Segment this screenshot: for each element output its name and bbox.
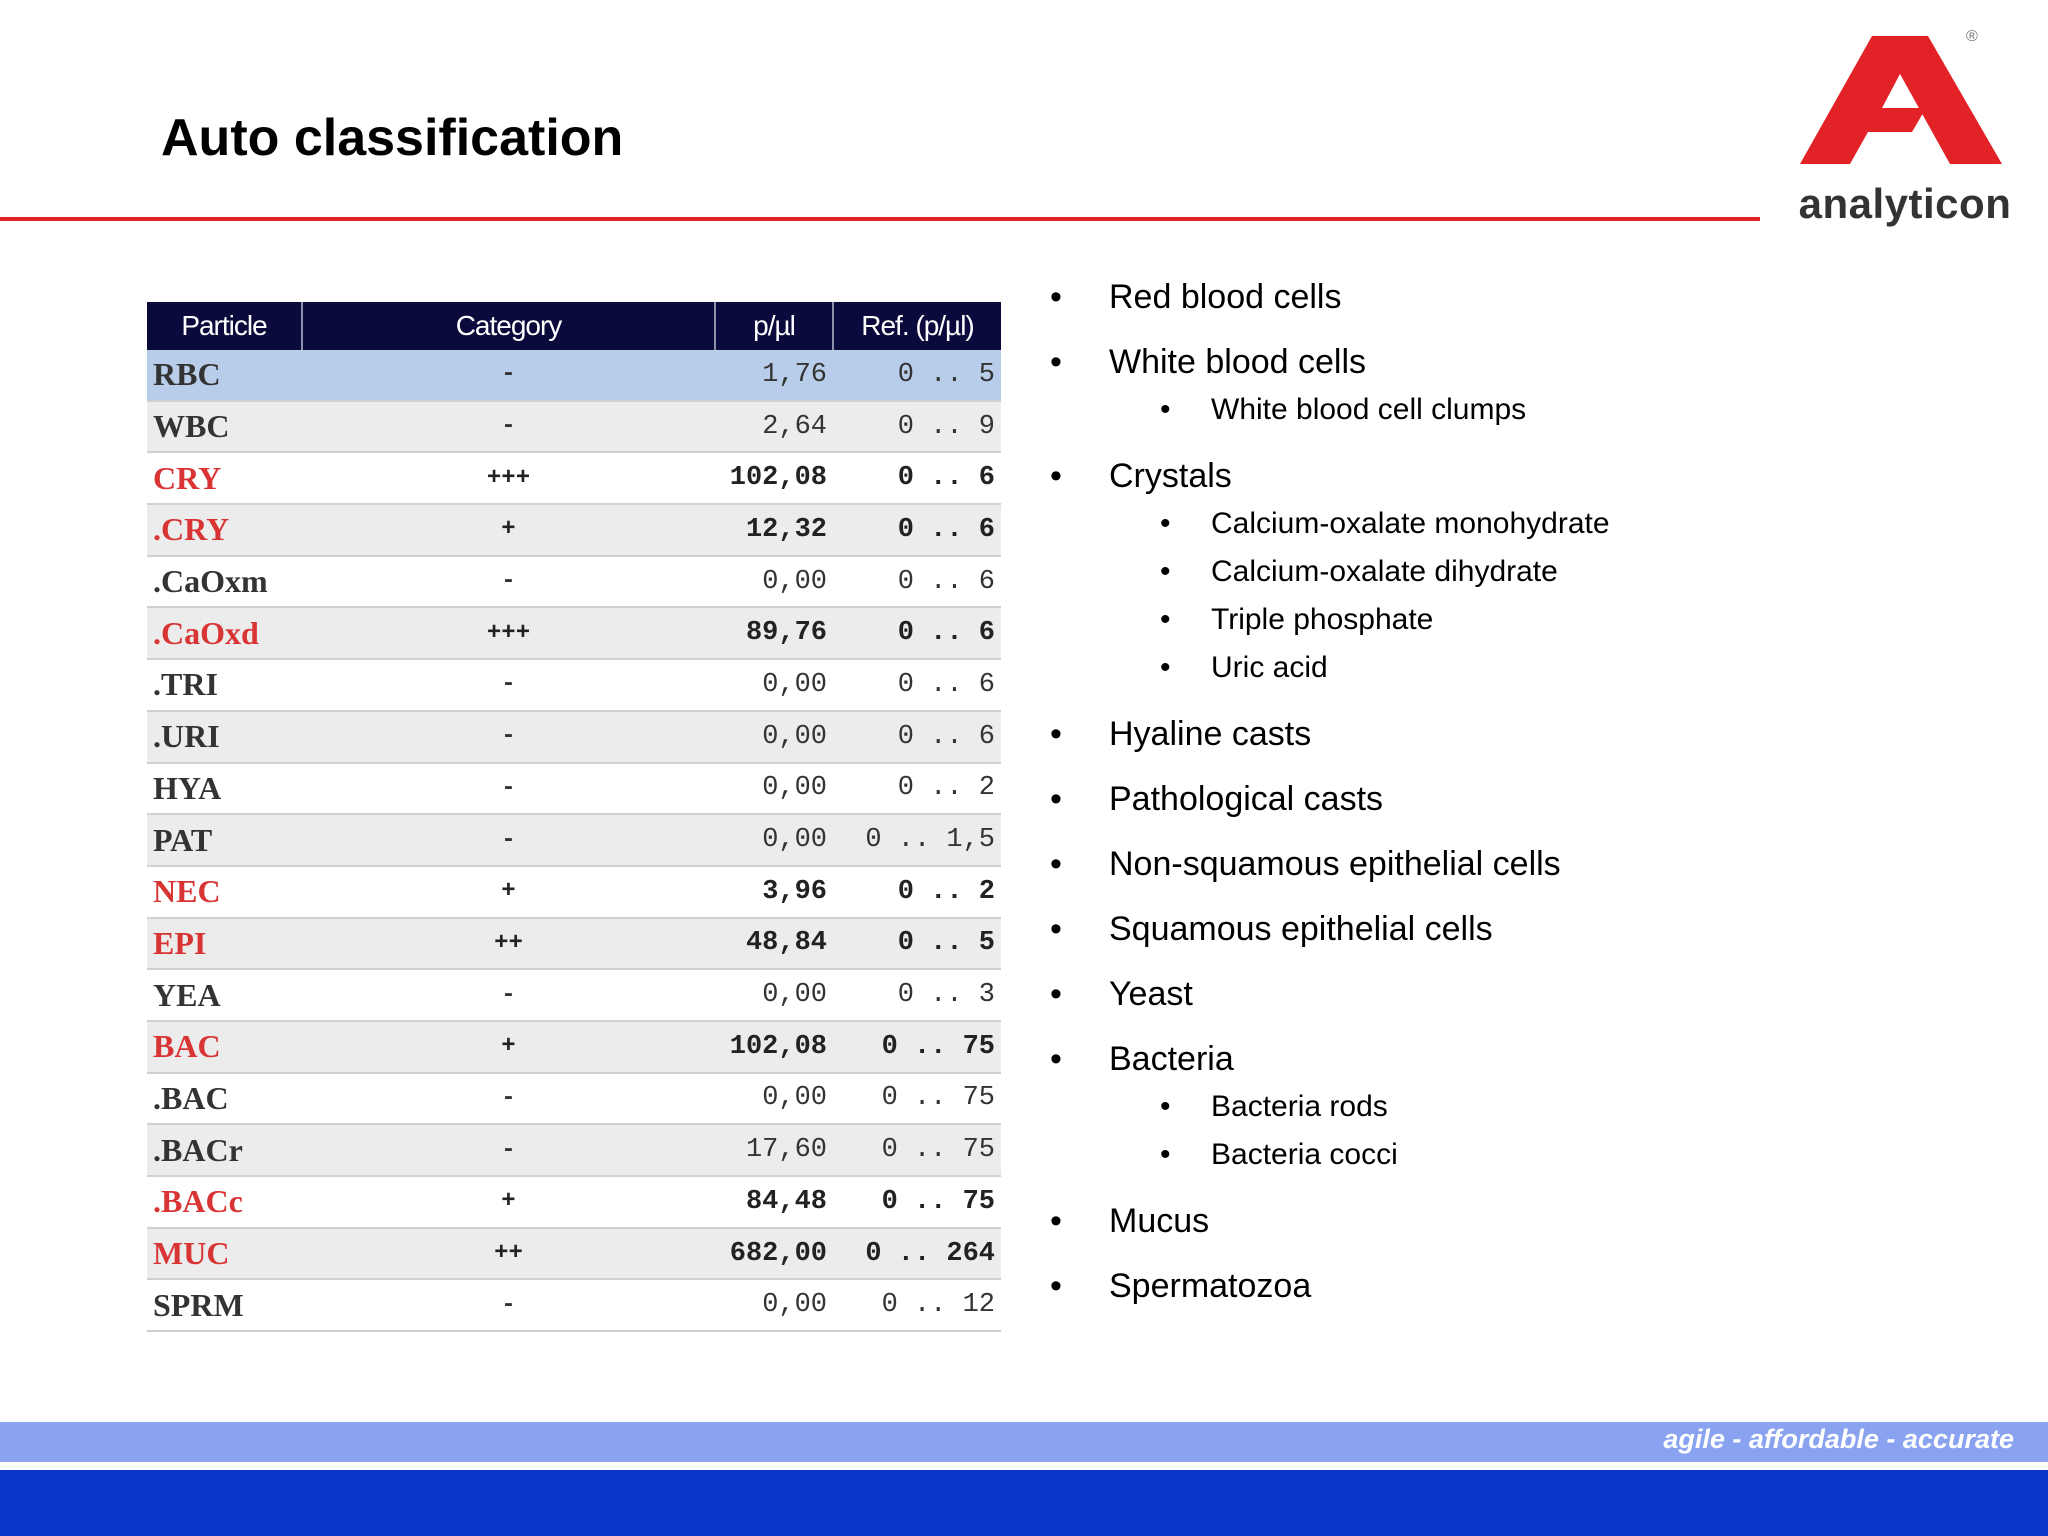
count-cell: 102,08 (715, 1021, 833, 1073)
list-item-label: Non-squamous epithelial cells (1109, 845, 1561, 883)
list-item-label: Calcium-oxalate monohydrate (1211, 507, 1610, 540)
list-item-label: Crystals (1109, 457, 1232, 495)
particle-cell: .URI (147, 711, 302, 763)
analyticon-logo (1790, 28, 2020, 238)
count-cell: 0,00 (715, 969, 833, 1021)
reference-cell: 0 .. 264 (833, 1228, 1001, 1280)
table-row[interactable] (147, 711, 1001, 763)
category-cell: - (302, 763, 715, 815)
logo-wordmark: analyticon (1798, 180, 2012, 227)
category-cell: - (302, 969, 715, 1021)
table-row[interactable] (147, 1176, 1001, 1228)
table-row[interactable] (147, 969, 1001, 1021)
slide-title: Auto classification (161, 109, 624, 167)
reference-cell: 0 .. 75 (833, 1176, 1001, 1228)
count-cell: 84,48 (715, 1176, 833, 1228)
reference-cell: 0 .. 6 (833, 556, 1001, 608)
bullet-icon: • (1050, 910, 1062, 948)
table-row[interactable] (147, 401, 1001, 453)
reference-cell: 0 .. 6 (833, 504, 1001, 556)
table-row[interactable] (147, 556, 1001, 608)
bullet-icon: • (1050, 1202, 1062, 1240)
reference-cell: 0 .. 9 (833, 401, 1001, 453)
particle-cell: HYA (147, 763, 302, 815)
category-cell: - (302, 350, 715, 401)
list-item-label: Hyaline casts (1109, 715, 1312, 753)
table-row[interactable] (147, 504, 1001, 556)
count-cell: 682,00 (715, 1228, 833, 1280)
category-cell: + (302, 1021, 715, 1073)
reference-cell: 0 .. 3 (833, 969, 1001, 1021)
reference-cell: 0 .. 2 (833, 866, 1001, 918)
table-row[interactable] (147, 918, 1001, 970)
particle-cell: SPRM (147, 1279, 302, 1331)
reference-cell: 0 .. 6 (833, 452, 1001, 504)
particle-cell: .CaOxd (147, 607, 302, 659)
category-cell: + (302, 1176, 715, 1228)
category-cell: - (302, 711, 715, 763)
reference-cell: 0 .. 6 (833, 711, 1001, 763)
logo-triangle-icon (1800, 28, 2006, 168)
reference-cell: 0 .. 75 (833, 1021, 1001, 1073)
bullet-icon: • (1050, 845, 1062, 883)
count-cell: 48,84 (715, 918, 833, 970)
particle-cell: .TRI (147, 659, 302, 711)
bullet-icon: • (1160, 1090, 1171, 1123)
footer-slogan: agile - affordable - accurate (1663, 1424, 2014, 1454)
count-cell: 1,76 (715, 350, 833, 401)
bullet-icon: • (1050, 457, 1062, 495)
count-cell: 89,76 (715, 607, 833, 659)
category-cell: - (302, 556, 715, 608)
reference-cell: 0 .. 12 (833, 1279, 1001, 1331)
category-cell: - (302, 1124, 715, 1176)
table-header-row (147, 302, 1001, 350)
reference-cell: 0 .. 5 (833, 350, 1001, 401)
column-header-reference[interactable]: Ref. (p/µl) (833, 302, 1001, 350)
table-row[interactable] (147, 1073, 1001, 1125)
bullet-icon: • (1050, 1267, 1062, 1305)
list-item-label: Uric acid (1211, 651, 1328, 684)
count-cell: 2,64 (715, 401, 833, 453)
table-row[interactable] (147, 1228, 1001, 1280)
reference-cell: 0 .. 1,5 (833, 814, 1001, 866)
bullet-icon: • (1160, 555, 1171, 588)
table-row[interactable] (147, 866, 1001, 918)
list-item-label: White blood cells (1109, 343, 1367, 381)
bullet-icon: • (1050, 975, 1062, 1013)
particle-cell: NEC (147, 866, 302, 918)
particle-cell: PAT (147, 814, 302, 866)
bullet-icon: • (1050, 1040, 1062, 1078)
count-cell: 102,08 (715, 452, 833, 504)
particle-cell: .CRY (147, 504, 302, 556)
category-cell: - (302, 1279, 715, 1331)
list-item-label: Bacteria (1109, 1040, 1234, 1078)
bullet-icon: • (1050, 278, 1062, 316)
particle-cell: WBC (147, 401, 302, 453)
table-row[interactable] (147, 452, 1001, 504)
bullet-icon: • (1160, 603, 1171, 636)
list-item-label: Spermatozoa (1109, 1267, 1312, 1305)
title-divider (0, 217, 1760, 221)
count-cell: 0,00 (715, 1279, 833, 1331)
category-cell: - (302, 1073, 715, 1125)
bullet-icon: • (1160, 1138, 1171, 1171)
list-item-label: Red blood cells (1109, 278, 1342, 316)
column-header-count[interactable]: p/µl (715, 302, 833, 350)
particle-cell: YEA (147, 969, 302, 1021)
count-cell: 0,00 (715, 814, 833, 866)
category-cell: + (302, 866, 715, 918)
list-item-label: Calcium-oxalate dihydrate (1211, 555, 1558, 588)
table-body (147, 350, 1001, 1331)
reference-cell: 0 .. 5 (833, 918, 1001, 970)
count-cell: 12,32 (715, 504, 833, 556)
category-cell: - (302, 401, 715, 453)
table-row[interactable] (147, 1279, 1001, 1331)
count-cell: 17,60 (715, 1124, 833, 1176)
reference-cell: 0 .. 2 (833, 763, 1001, 815)
column-header-category[interactable]: Category (302, 302, 715, 350)
reference-cell: 0 .. 6 (833, 607, 1001, 659)
particle-cell: .BACr (147, 1124, 302, 1176)
column-header-particle[interactable]: Particle (147, 302, 302, 350)
particle-cell: .BACc (147, 1176, 302, 1228)
reference-cell: 0 .. 6 (833, 659, 1001, 711)
particle-cell: .CaOxm (147, 556, 302, 608)
table-row[interactable] (147, 1124, 1001, 1176)
list-item-label: Mucus (1109, 1202, 1210, 1240)
bullet-icon: • (1050, 780, 1062, 818)
list-item-label: Triple phosphate (1211, 603, 1434, 636)
reference-cell: 0 .. 75 (833, 1124, 1001, 1176)
particle-cell: MUC (147, 1228, 302, 1280)
list-item-label: Bacteria rods (1211, 1090, 1388, 1123)
list-item-label: Pathological casts (1109, 780, 1384, 818)
list-item-label: Bacteria cocci (1211, 1138, 1398, 1171)
category-cell: ++ (302, 918, 715, 970)
category-cell: +++ (302, 452, 715, 504)
count-cell: 0,00 (715, 659, 833, 711)
count-cell: 0,00 (715, 1073, 833, 1125)
table-row[interactable] (147, 659, 1001, 711)
table-row[interactable] (147, 350, 1001, 401)
bullet-icon: • (1160, 651, 1171, 684)
reference-cell: 0 .. 75 (833, 1073, 1001, 1125)
particle-cell: BAC (147, 1021, 302, 1073)
particle-cell: EPI (147, 918, 302, 970)
count-cell: 0,00 (715, 763, 833, 815)
particle-cell: .BAC (147, 1073, 302, 1125)
registered-mark: ® (1966, 28, 1978, 45)
table-row[interactable] (147, 814, 1001, 866)
list-item-label: Squamous epithelial cells (1109, 910, 1493, 948)
particle-cell: RBC (147, 350, 302, 401)
bullet-icon: • (1160, 393, 1171, 426)
category-cell: +++ (302, 607, 715, 659)
category-cell: ++ (302, 1228, 715, 1280)
bullet-icon: • (1160, 507, 1171, 540)
bullet-icon: • (1050, 343, 1062, 381)
count-cell: 3,96 (715, 866, 833, 918)
category-cell: - (302, 659, 715, 711)
table-row[interactable] (147, 607, 1001, 659)
table-row[interactable] (147, 763, 1001, 815)
particle-cell: CRY (147, 452, 302, 504)
list-item-label: Yeast (1109, 975, 1193, 1013)
classification-table (147, 302, 1001, 1332)
list-item-label: White blood cell clumps (1211, 393, 1527, 426)
count-cell: 0,00 (715, 711, 833, 763)
bullet-icon: • (1050, 715, 1062, 753)
count-cell: 0,00 (715, 556, 833, 608)
footer-band-dark (0, 1470, 2048, 1536)
category-cell: - (302, 814, 715, 866)
category-cell: + (302, 504, 715, 556)
table-row[interactable] (147, 1021, 1001, 1073)
